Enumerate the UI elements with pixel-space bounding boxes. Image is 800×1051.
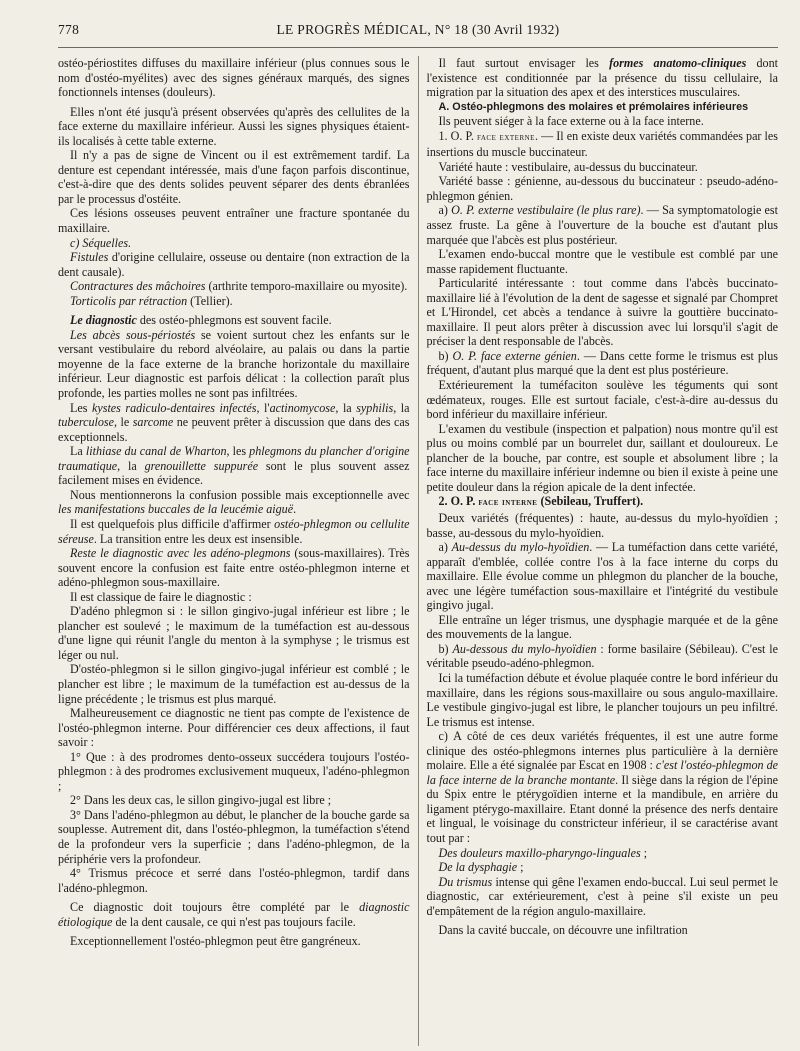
paragraph: a) Au-dessus du mylo-hyoïdien. — La tuméfaction dans cette variété, apparaît d'emblée, collée contre l'os à la face interne du corps du maxillaire. Elle évolue comme un phlegmon du plancher de la bouche, avec une légère tuméfaction sous-maxillaire et l'intégrité du vestibule gingivo jugal.: [426, 540, 778, 613]
paragraph: Reste le diagnostic avec les adéno-plegmons (sous-maxillaires). Très souvent encore la confusion est faite entre ostéo-phlegmon interne et adéno-phlegmon sous-maxillaire.: [58, 546, 410, 590]
paragraph: D'adéno phlegmon si : le sillon gingivo-jugal inférieur est libre ; le plancher est soulevé ; le maximum de la tuméfaction est au-dessous d'une ligne qui réunit l'angle du menton à la symphyse ; le trismus est léger ou nul.: [58, 604, 410, 662]
paragraph: c) A côté de ces deux variétés fréquentes, il est une autre forme clinique des ostéo-phlegmons internes plus particulière à la dernière molaire. Elle a été signalée par Escat en 1908 : c'est l'ostéo-phlegmon de la face interne de la branche montante. Il siège dans la région de l'épine du Spix entre le ptérygoïdien interne et la mandibule, en arrière du ligament ptérygo-maxillaire. Etant donné la présence des nerfs dentaire et lingual, le voisinage du constricteur inférieur, il se caractérise avant tout par :: [426, 729, 779, 845]
paragraph: Les abcès sous-périostés se voient surtout chez les enfants sur le versant vestibulaire du rebord alvéolaire, au palais ou dans la partie moyenne de la face externe de la branche horizontale du maxillaire inférieur. Leur diagnostic est parfois délicat : la collection paraît plus profonde, les parties molles ne sont pas infiltrées.: [58, 327, 410, 401]
paragraph: Ici la tuméfaction débute et évolue plaquée contre le bord inférieur du maxillaire, dans les régions sous-maxillaire ou sous angulo-maxillaire. Le vestibule gingivo-jugal est libre, le plancher toujours un peu infiltré. Le trismus est intense.: [426, 670, 778, 729]
paragraph: D'ostéo-phlegmon si le sillon gingivo-jugal inférieur est comblé ; le plancher est libre ; le maximum de la tuméfaction est au-dessus de la ligne précédente ; le trismus est plus marqué.: [58, 662, 410, 706]
paragraph: a) O. P. externe vestibulaire (le plus rare). — Sa symptomatologie est assez fruste. La gêne à l'ouverture de la bouche est d'autant plus marquée que l'abcès est plus postérieur.: [426, 203, 778, 247]
paragraph: L'examen endo-buccal montre que le vestibule est comblé par une masse rapidement fluctuante.: [426, 247, 778, 276]
paragraph: Il faut surtout envisager les formes anatomo-cliniques dont l'existence est conditionnée par la présence du tissu cellulaire, la migration par la situation des apex et des interstices musculaires.: [426, 56, 778, 100]
paragraph: Ils peuvent siéger à la face externe ou à la face interne.: [438, 114, 704, 129]
list-item: Du trismus intense qui gêne l'examen endo-buccal. Lui seul permet le diagnostic, car extérieurement, c'est à peine s'il existe un peu d'empâtement de la région angulo-maxillaire.: [426, 874, 778, 918]
list-item: Des douleurs maxillo-pharyngo-linguales ;: [438, 845, 648, 860]
right-column: [427, 56, 779, 1046]
paragraph: Dans la cavité buccale, on découvre une infiltration: [438, 923, 688, 938]
paragraph: La lithiase du canal de Wharton, les phlegmons du plancher d'origine traumatique, la grenouillette suppurée sont le plus souvent assez facilement mises en évidence.: [58, 444, 410, 488]
paragraph: Il est quelquefois plus difficile d'affirmer ostéo-phlegmon ou cellulite séreuse. La transition entre les deux est insensible.: [58, 516, 410, 546]
paragraph: Les kystes radiculo-dentaires infectés, l'actinomycose, la syphilis, la tuberculose, le sarcome ne peuvent prêter à discussion que dans des cas exceptionnels.: [58, 400, 410, 444]
left-column: [58, 56, 410, 1046]
paragraph: Elles n'ont été jusqu'à présent observées qu'après des cellulites de la face externe du maxillaire inférieur. Aussi les signes physiques étaient-ils localisés à cette table externe.: [58, 104, 410, 148]
paragraph: b) Au-dessous du mylo-hyoïdien : forme basilaire (Sébileau). C'est le véritable pseudo-adéno-phlegmon.: [426, 641, 778, 671]
list-item: 1° Que : à des prodromes dento-osseux succédera toujours l'ostéo-phlegmon : à des prodromes exclusivement muqueux, l'adéno-phlegmon ;: [58, 749, 410, 793]
journal-title: LE PROGRÈS MÉDICAL, N° 18 (30 Avril 1932): [276, 22, 560, 37]
running-header: [58, 22, 778, 48]
paragraph: Exceptionnellement l'ostéo-phlegmon peut être gangréneux.: [70, 934, 361, 949]
list-item: De la dysphagie ;: [438, 860, 524, 875]
paragraph: Fistules d'origine cellulaire, osseuse ou dentaire (non extraction de la dent causale).: [58, 250, 410, 279]
section-label: [58, 236, 410, 251]
paragraph: Il n'y a pas de signe de Vincent ou il est extrêmement tardif. La denture est cependant intéressée, mais d'une façon parfois discontinue, c'est-à-dire que des dents solides peuvent séparer des dents ébranlées par le processus d'ostéite.: [58, 148, 410, 206]
paragraph: Contractures des mâchoires (arthrite temporo-maxillaire ou myosite).: [70, 279, 408, 294]
paragraph: 1. O. P. face externe. — Il en existe deux variétés commandées par les insertions du muscle buccinateur.: [426, 128, 778, 160]
sequelae-label: c) Séquelles.: [70, 235, 132, 250]
paragraph: Il est classique de faire le diagnostic :: [70, 589, 252, 604]
paragraph: Elle entraîne un léger trismus, une dysphagie marquée et de la gêne des mouvements de la langue.: [426, 612, 778, 642]
paragraph: b) O. P. face externe génien. — Dans cette forme le trismus est plus fréquent, d'autant plus marqué que la dent est plus postérieure.: [426, 348, 778, 378]
list-item: 2° Dans les deux cas, le sillon gingivo-jugal est libre ;: [70, 793, 332, 808]
list-item: 3° Dans l'adéno-phlegmon au début, le plancher de la bouche garde sa souplesse. Autrement dit, dans l'ostéo-phlegmon, la tuméfaction s'étend de la profondeur vers la superficie ; dans l'adéno-phlegmon, de la périphérie vers la profondeur.: [58, 807, 410, 866]
paragraph: ostéo-périostites diffuses du maxillaire inférieur (plus connues sous le nom d'ostéo-myélites) avec des signes généraux marqués, des signes fonctionnels intenses (douleurs).: [58, 56, 410, 100]
list-item: 4° Trismus précoce et serré dans l'ostéo-phlegmon, tardif dans l'adéno-phlegmon.: [58, 866, 410, 895]
paragraph: Nous mentionnerons la confusion possible mais exceptionnelle avec les manifestations buccales de la leucémie aiguë.: [58, 487, 410, 517]
paragraph: Variété haute : vestibulaire, au-dessus du buccinateur.: [438, 159, 698, 174]
paragraph: Malheureusement ce diagnostic ne tient pas compte de l'existence de l'ostéo-phlegmon interne. Pour différencier ces deux affections, il faut savoir :: [58, 706, 410, 750]
paragraph: Deux variétés (fréquentes) : haute, au-dessus du mylo-hyoïdien ; basse, au-dessous du mylo-hyoïdien.: [426, 510, 778, 540]
diagnosis-heading: Le diagnostic des ostéo-phlegmons est souvent facile.: [70, 313, 332, 328]
column-divider: [418, 56, 419, 1046]
paragraph: 2. O. P. face interne (Sebileau, Truffert).: [438, 494, 644, 509]
page-number: 778: [58, 22, 80, 37]
text-columns: [58, 56, 778, 1046]
section-heading: A. Ostéo-phlegmons des molaires et prémolaires inférieures: [438, 100, 749, 113]
paragraph: Particularité intéressante : tout comme dans l'abcès buccinato-maxillaire lié à l'évolution de la dent de sagesse et signalé par Chompret et L'Hirondel, cet abcès a tendance à suivre la gouttière buccinato-maxillaire. Il peut alors prêter à discussion avec lui lorsqu'il s'agit de préciser la dent responsable de l'abcès.: [426, 276, 778, 349]
paragraph: Ces lésions osseuses peuvent entraîner une fracture spontanée du maxillaire.: [58, 206, 410, 236]
paragraph: Ce diagnostic doit toujours être complété par le diagnostic étiologique de la dent causale, ce qui n'est pas toujours facile.: [58, 900, 410, 929]
paragraph: Variété basse : génienne, au-dessous du buccinateur : pseudo-adéno-phlegmon génien.: [426, 174, 778, 203]
paragraph: L'examen du vestibule (inspection et palpation) nous montre qu'il est plus ou moins comblé par un bourrelet dur, saillant et douloureux. Le plancher de la bouche, par contre, est souple et absolument libre ; la face interne du maxillaire inférieur indemne ou bien il existe à peine une petite douleur dans la région apicale de la dent infectée.: [426, 421, 778, 494]
paragraph: Extérieurement la tuméfaciton soulève les téguments qui sont œdémateux, rouges. Elle est surtout faciale, c'est-à-dire au-dessus du bord inférieur du maxillaire inférieur.: [426, 378, 778, 422]
paragraph: Torticolis par rétraction (Tellier).: [70, 293, 233, 308]
